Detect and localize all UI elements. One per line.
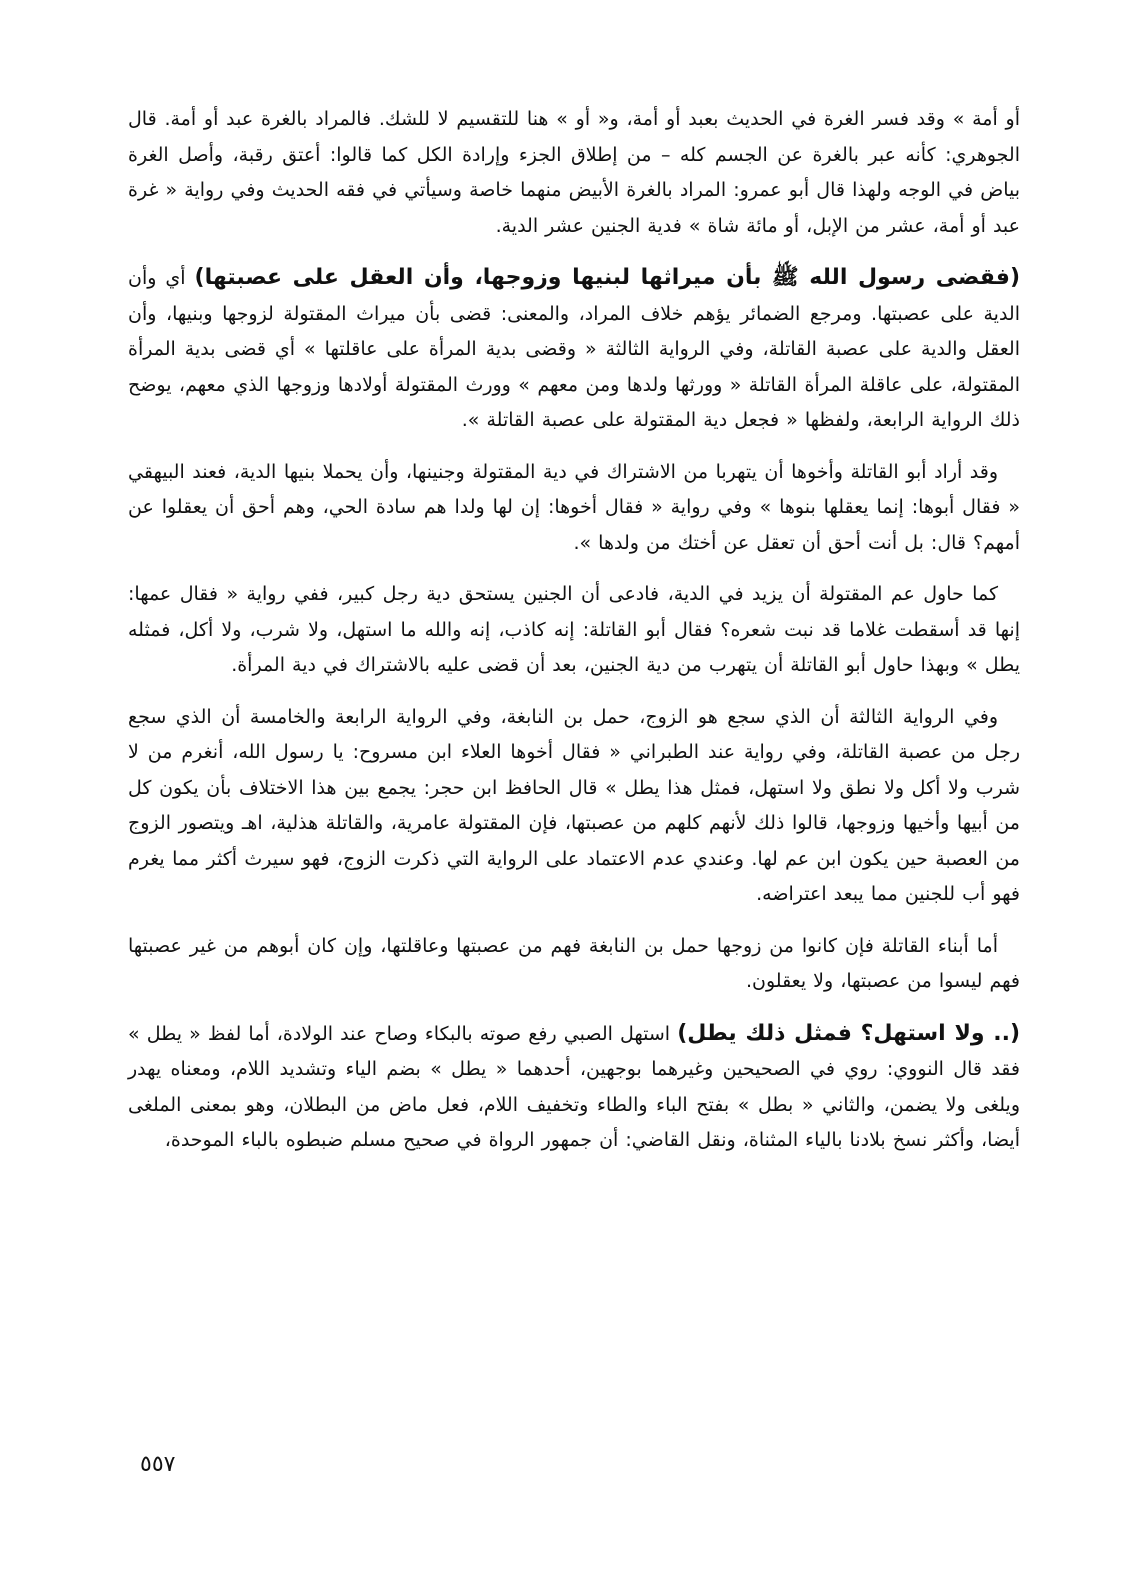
paragraph-uncle-claim [128,577,1020,684]
paragraph-istahalla-yutall [128,1016,1020,1159]
paragraph-father-brother [128,455,1020,562]
document-page [128,102,1020,1175]
paragraph-text: أو أمة » وقد فسر الغرة في الحديث بعبد أو أمة، و« أو » هنا للتقسيم لا للشك. فالمراد بالغرة عبد أو أمة. قال الجوهري: كأنه عبر بالغرة عن الجسم كله – من إطلاق الجزء وإرادة الكل كما قالوا: أعتق رقبة، وأصل الغرة بياض في الوجه ولهذا قال أبو عمرو: المراد بالغرة الأبيض منهما خاصة وسيأتي في فقه الحديث وفي رواية « غرة عبد أو أمة، عشر من الإبل، أو مائة شاة » فدية الجنين عشر الدية. [128,108,1020,237]
paragraph-gurra-definition [128,102,1020,244]
paragraph-text: أما أبناء القاتلة فإن كانوا من زوجها حمل بن النابغة فهم من عصبتها وعاقلتها، وإن كان أبوهم من غير عصبتها فهم ليسوا من عصبتها، ولا يعقلون. [128,934,1020,992]
paragraph-text: وقد أراد أبو القاتلة وأخوها أن يتهربا من الاشتراك في دية المقتولة وجنينها، وأن يحملا بنيها الدية، فعند البيهقي « فقال أبوها: إنما يعقلها بنوها » وفي رواية « فقال أخوها: إن لها ولدا هم سادة الحي، وهم أحق أن يعقلوا عن أمهم؟ قال: بل أنت أحق أن تعقل عن أختك من ولدها ». [128,460,1020,554]
hadith-quote-heading: (.. ولا استهل؟ فمثل ذلك يطل) [677,1020,1021,1046]
paragraph-sons-of-killer [128,929,1020,1000]
page-number: ٥٥٧ [140,1452,176,1477]
paragraph-rhymed-speech [128,700,1020,913]
paragraph-text: أي وأن الدية على عصبتها. ومرجع الضمائر يؤهم خلاف المراد، والمعنى: قضى بأن ميراث المقتولة لزوجها وبنيها، وأن العقل والدية على عصبة القاتلة، وفي الرواية الثالثة « وقضى بدية المرأة على عاقلتها » أي قضى بدية المرأة المقتولة، على عاقلة المرأة القاتلة « وورثها ولدها ومن معهم » وورث المقتولة أولادها وزوجها الذي معهم، يوضح ذلك الرواية الرابعة، ولفظها « فجعل دية المقتولة على عصبة القاتلة ». [128,267,1020,431]
paragraph-text: كما حاول عم المقتولة أن يزيد في الدية، فادعى أن الجنين يستحق دية رجل كبير، ففي رواية « فقال عمها: إنها قد أسقطت غلاما قد نبت شعره؟ فقال أبو القاتلة: إنه كاذب، إنه والله ما استهل، ولا شرب، ولا أكل، فمثله يطل » وبهذا حاول أبو القاتلة أن يتهرب من دية الجنين، بعد أن قضى عليه بالاشتراك في دية المرأة. [128,583,1020,676]
paragraph-text: وفي الرواية الثالثة أن الذي سجع هو الزوج، حمل بن النابغة، وفي الرواية الرابعة والخامسة أن الذي سجع رجل من عصبة القاتلة، وفي رواية عند الطبراني « فقال أخوها العلاء ابن مسروح: يا رسول الله، أنغرم من لا شرب ولا أكل ولا نطق ولا استهل، فمثل هذا يطل » قال الحافظ ابن حجر: يجمع بين هذا الاختلاف بأن يكون كل من أبيها وأخيها وزوجها، قالوا ذلك لأنهم كلهم من عصبتها، فإن المقتولة عامرية، والقاتلة هذلية، اهـ ويتصور الزوج من العصبة حين يكون ابن عم لها. وعندي عدم الاعتماد على الرواية التي ذكرت الزوج، فهو سيرث أكثر مما يغرم فهو أب للجنين مما يبعد اعتراضه. [128,705,1020,905]
paragraph-inheritance-ruling [128,260,1020,439]
paragraph-text: استهل الصبي رفع صوته بالبكاء وصاح عند الولادة، أما لفظ « يطل » فقد قال النووي: روي في الصحيحين وغيرهما بوجهين، أحدهما « يطل » بضم الياء وتشديد اللام، ومعناه يهدر ويلغى ولا يضمن، والثاني « بطل » بفتح الباء والطاء وتخفيف اللام، فعل ماض من البطلان، وهو بمعنى الملغى أيضا، وأكثر نسخ بلادنا بالياء المثناة، ونقل القاضي: أن جمهور الرواة في صحيح مسلم ضبطوه بالباء الموحدة، [128,1022,1020,1151]
hadith-quote-heading: (فقضى رسول الله ﷺ بأن ميراثها لبنيها وزوجها، وأن العقل على عصبتها) [194,265,1020,290]
